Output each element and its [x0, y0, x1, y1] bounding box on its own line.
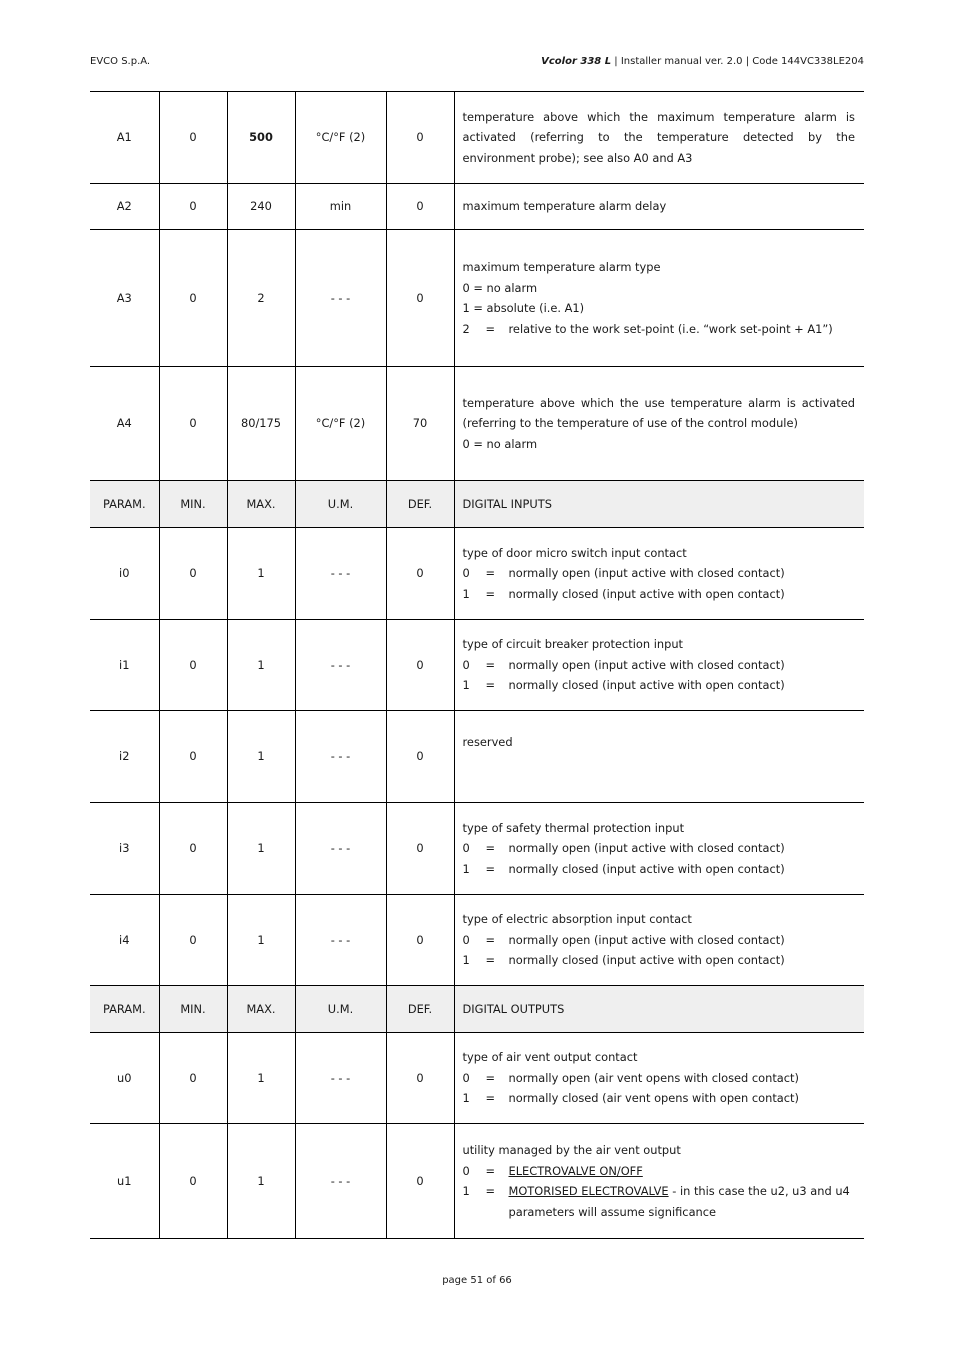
- option-key: 0: [462, 657, 470, 672]
- param-cell: i4: [90, 895, 159, 986]
- def-cell: 0: [386, 528, 454, 620]
- table-row: [90, 528, 864, 620]
- option-key: 2: [462, 321, 470, 336]
- um-cell: - - -: [295, 528, 386, 620]
- option-equals: =: [485, 1091, 496, 1106]
- um-cell: - - -: [295, 620, 386, 711]
- column-header-param: PARAM.: [90, 986, 159, 1033]
- def-cell: 0: [386, 711, 454, 803]
- option-equals: =: [485, 1070, 496, 1085]
- um-cell: - - -: [295, 895, 386, 986]
- option-text: [509, 1181, 856, 1222]
- option-text: normally open (air vent opens with closed contact): [508, 1070, 799, 1085]
- option-text: relative to the work set-point (i.e. “work set-point + A1”): [508, 321, 833, 336]
- option-text: normally open (input active with closed contact): [508, 841, 785, 856]
- option-key: 0: [462, 841, 470, 856]
- min-cell: 0: [159, 367, 227, 481]
- param-cell: i2: [90, 711, 159, 803]
- table-row: [90, 1033, 864, 1124]
- option-equals: =: [485, 657, 496, 672]
- min-cell: 0: [159, 1033, 227, 1124]
- def-cell: 0: [386, 1124, 454, 1239]
- description-title: type of door micro switch input contact: [462, 545, 687, 560]
- option-line: [463, 1161, 856, 1182]
- description-title: type of electric absorption input contact: [462, 912, 692, 927]
- option-line: [463, 859, 856, 880]
- description-line: 0 = no alarm: [462, 436, 538, 451]
- description-cell: [454, 1124, 864, 1239]
- max-cell: 80/175: [227, 367, 295, 481]
- column-header-def: DEF.: [386, 481, 454, 528]
- table-row: [90, 711, 864, 803]
- max-cell: 2: [227, 230, 295, 367]
- um-cell: - - -: [295, 1033, 386, 1124]
- option-key: 1: [462, 1091, 470, 1106]
- description-cell: [454, 895, 864, 986]
- description-cell: [454, 92, 864, 184]
- option-text: normally closed (input active with open contact): [508, 678, 785, 693]
- column-header-max: MAX.: [227, 986, 295, 1033]
- max-cell: 1: [227, 620, 295, 711]
- column-header-min: MIN.: [159, 481, 227, 528]
- min-cell: 0: [159, 230, 227, 367]
- def-cell: 0: [386, 620, 454, 711]
- page-number: page 51 of 66: [442, 1275, 512, 1286]
- description-cell: [454, 528, 864, 620]
- description-text: maximum temperature alarm delay: [462, 199, 667, 214]
- column-header-um: U.M.: [295, 986, 386, 1033]
- option-equals: =: [485, 861, 496, 876]
- column-header-um: U.M.: [295, 481, 386, 528]
- def-cell: 0: [386, 184, 454, 230]
- param-cell: i1: [90, 620, 159, 711]
- option-equals: =: [485, 586, 496, 601]
- option-equals: =: [485, 321, 496, 336]
- option-line: [463, 584, 856, 605]
- header-company: EVCO S.p.A.: [90, 56, 151, 67]
- option-key: 0: [462, 1070, 470, 1085]
- option-text: normally open (input active with closed contact): [508, 566, 785, 581]
- min-cell: 0: [159, 184, 227, 230]
- section-header-row: [90, 986, 864, 1033]
- def-cell: 0: [386, 92, 454, 184]
- option-text-rest: - in this case the u2, u3 and u4 parameters will assume significance: [508, 1184, 850, 1219]
- min-cell: 0: [159, 92, 227, 184]
- description-cell: [454, 230, 864, 367]
- um-cell: - - -: [295, 711, 386, 803]
- option-key: 1: [462, 586, 470, 601]
- option-equals: =: [485, 953, 496, 968]
- option-line: [463, 838, 856, 859]
- param-cell: A3: [90, 230, 159, 367]
- description-title: type of air vent output contact: [462, 1050, 638, 1065]
- um-cell: - - -: [295, 803, 386, 895]
- description-cell: [454, 1033, 864, 1124]
- option-equals: =: [485, 932, 496, 947]
- option-key: 1: [462, 1184, 470, 1198]
- option-key: 1: [462, 678, 470, 693]
- description-text: temperature above which the maximum temperature alarm is activated (referring to the temperature detected by the environment probe); see also A0 and A3: [462, 109, 855, 165]
- option-line: [463, 675, 856, 696]
- min-cell: 0: [159, 895, 227, 986]
- option-key: 1: [462, 861, 470, 876]
- max-cell: 1: [227, 895, 295, 986]
- option-equals: =: [485, 1184, 496, 1198]
- option-key: 0: [462, 932, 470, 947]
- description-cell: [454, 367, 864, 481]
- um-cell: min: [295, 184, 386, 230]
- option-equals: =: [485, 1163, 496, 1178]
- param-cell: u0: [90, 1033, 159, 1124]
- def-cell: 0: [386, 1033, 454, 1124]
- option-text: normally closed (input active with open contact): [508, 861, 785, 876]
- param-cell: i0: [90, 528, 159, 620]
- header-manual: | Installer manual ver. 2.0 | Code 144VC338LE204: [611, 56, 864, 67]
- min-cell: 0: [159, 528, 227, 620]
- option-line: [463, 1181, 856, 1222]
- max-cell: 240: [227, 184, 295, 230]
- max-cell: 500: [227, 92, 295, 184]
- description-title: type of circuit breaker protection input: [462, 637, 684, 652]
- um-cell: - - -: [295, 230, 386, 367]
- header-document-info: [541, 56, 864, 67]
- param-cell: i3: [90, 803, 159, 895]
- column-header-def: DEF.: [386, 986, 454, 1033]
- um-cell: °C/°F (2): [295, 92, 386, 184]
- table-row: [90, 1124, 864, 1239]
- column-header-param: PARAM.: [90, 481, 159, 528]
- um-cell: - - -: [295, 1124, 386, 1239]
- option-line: [463, 563, 856, 584]
- min-cell: 0: [159, 711, 227, 803]
- max-cell: 1: [227, 1033, 295, 1124]
- option-line: [463, 950, 856, 971]
- def-cell: 0: [386, 230, 454, 367]
- min-cell: 0: [159, 803, 227, 895]
- def-cell: 70: [386, 367, 454, 481]
- column-header-min: MIN.: [159, 986, 227, 1033]
- def-cell: 0: [386, 803, 454, 895]
- option-key: 0: [462, 566, 470, 581]
- option-underlined-text: ELECTROVALVE ON/OFF: [508, 1163, 643, 1178]
- description-text: reserved: [462, 735, 513, 749]
- option-text: [509, 1161, 856, 1182]
- table-row: [90, 803, 864, 895]
- option-text: normally closed (input active with open contact): [508, 953, 785, 968]
- description-line: 1 = absolute (i.e. A1): [462, 301, 585, 315]
- param-cell: u1: [90, 1124, 159, 1239]
- description-cell: [454, 711, 864, 803]
- option-equals: =: [485, 841, 496, 856]
- max-cell: 1: [227, 803, 295, 895]
- description-line: 0 = no alarm: [462, 280, 538, 295]
- def-cell: 0: [386, 895, 454, 986]
- section-title: DIGITAL INPUTS: [454, 481, 864, 528]
- option-equals: =: [485, 566, 496, 581]
- option-text: normally closed (input active with open contact): [508, 586, 785, 601]
- option-key: 0: [462, 1163, 470, 1178]
- um-cell: °C/°F (2): [295, 367, 386, 481]
- option-line: [463, 1068, 856, 1089]
- option-line: [463, 1088, 856, 1109]
- option-text: normally open (input active with closed contact): [508, 657, 785, 672]
- param-cell: A2: [90, 184, 159, 230]
- option-key: 1: [462, 953, 470, 968]
- option-line: [463, 319, 856, 340]
- min-cell: 0: [159, 620, 227, 711]
- description-cell: [454, 620, 864, 711]
- param-cell: A4: [90, 367, 159, 481]
- min-cell: 0: [159, 1124, 227, 1239]
- parameters-table: [90, 91, 864, 1239]
- max-cell: 1: [227, 528, 295, 620]
- table-row: [90, 92, 864, 184]
- max-cell: 1: [227, 711, 295, 803]
- option-text: normally closed (air vent opens with open contact): [508, 1091, 799, 1106]
- section-title: DIGITAL OUTPUTS: [454, 986, 864, 1033]
- table-row: [90, 230, 864, 367]
- option-underlined-text: MOTORISED ELECTROVALVE: [508, 1184, 669, 1198]
- description-cell: [454, 803, 864, 895]
- option-line: [463, 930, 856, 951]
- description-cell: [454, 184, 864, 230]
- table-row: [90, 620, 864, 711]
- option-text: normally open (input active with closed contact): [508, 932, 785, 947]
- table-row: [90, 895, 864, 986]
- header-product: Vcolor 338 L: [541, 56, 612, 67]
- param-cell: A1: [90, 92, 159, 184]
- option-line: [463, 655, 856, 676]
- max-cell: 1: [227, 1124, 295, 1239]
- description-text: temperature above which the use temperature alarm is activated (referring to the temperature of use of the control module): [462, 395, 855, 431]
- section-header-row: [90, 481, 864, 528]
- table-row: [90, 184, 864, 230]
- description-title: maximum temperature alarm type: [462, 260, 661, 274]
- option-equals: =: [485, 678, 496, 693]
- description-title: utility managed by the air vent output: [462, 1143, 681, 1157]
- description-title: type of safety thermal protection input: [462, 820, 685, 835]
- column-header-max: MAX.: [227, 481, 295, 528]
- table-row: [90, 367, 864, 481]
